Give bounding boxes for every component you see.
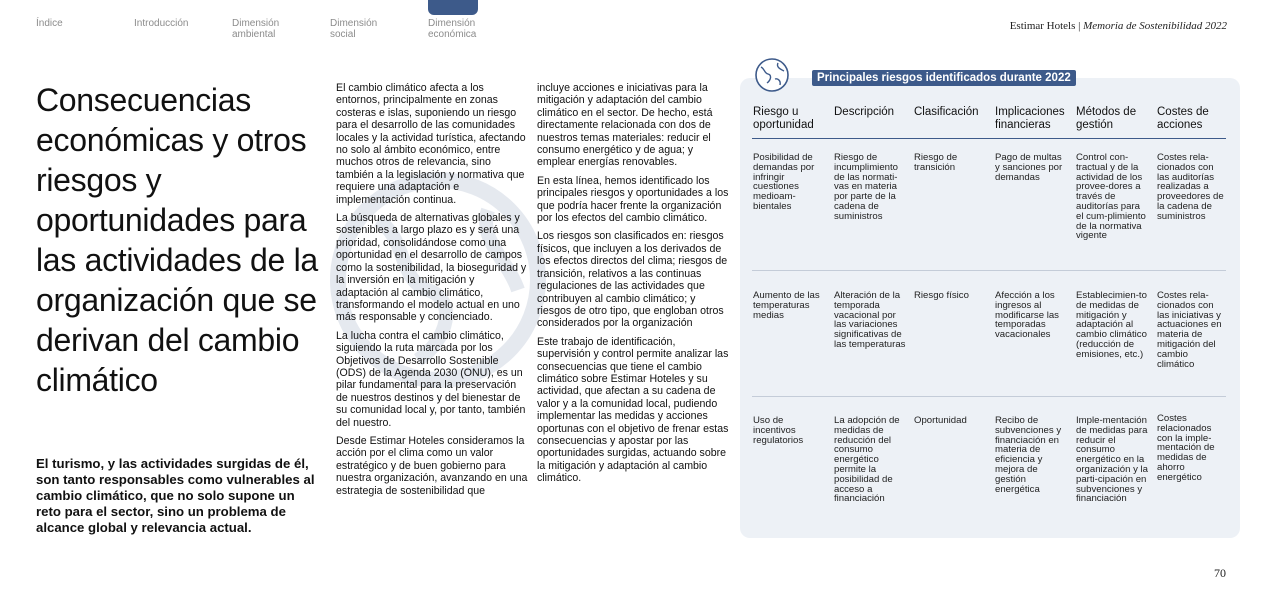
paragraph: El cambio climático afecta a los entornos, principalmente en zonas costeras e islas, suponiendo un riesgo para el desarrollo de las comunidades locales y la actividad turística, afectando no solo al ámbito económico, entre muchos otros de relevancia, sino también a la legislación y normativa que requiere una adaptación e implementación continua. [336, 82, 526, 206]
paragraph: La lucha contra el cambio climático, siguiendo la ruta marcada por los Objetivos de Desarrollo Sostenible (ODS) de la Agenda 2030 (ONU), es un pilar fundamental para la preservación de nuestros destinos y del bienestar de su comunidad local y, por tanto, también del nuestro. [336, 329, 526, 429]
table-row-divider [752, 270, 1226, 271]
report-header [1010, 20, 1227, 32]
table-cell: Oportunidad [914, 415, 967, 426]
table-cell: Establecimien-to de medidas de mitigación y adaptación al cambio climático (reducción de emisiones, etc.) [1076, 290, 1147, 360]
table-cell: Recibo de subvenciones y financiación en materia de eficiencia y mejora de gestión energética [995, 415, 1062, 495]
table-title-badge: Principales riesgos identificados durante 2022 [812, 70, 1076, 86]
table-cell: Imple-mentación de medidas para reducir el consumo energético en la organización y la parti-cipación en subvenciones y financiación [1076, 415, 1148, 505]
table-cell: Control con-tractual y de la actividad de los provee-dores a través de auditorías para el cum-plimiento de la normativa vigente [1076, 152, 1146, 242]
report-name: Memoria de Sostenibilidad 2022 [1083, 20, 1227, 32]
column-header-action-costs: Costes de acciones [1157, 106, 1209, 131]
table-row-divider [752, 396, 1226, 397]
table-cell: La adopción de medidas de reducción del consumo energético permite la posibilidad de acceso a financiación [834, 415, 900, 505]
nav-item-introduccion[interactable]: Introducción [134, 18, 189, 29]
table-cell: Afección a los ingresos al modificarse las temporadas vacacionales [995, 290, 1059, 341]
text-column-1 [336, 82, 528, 503]
nav-item-dimension-ambiental[interactable]: Dimensión ambiental [232, 18, 280, 40]
table-cell: Riesgo de transición [914, 152, 958, 173]
nav-item-indice[interactable]: Índice [36, 18, 63, 29]
table-cell: Costes rela-cionados con las iniciativas y actuaciones en materia de mitigación del cambio climático [1157, 290, 1222, 370]
table-cell: Costes relacionados con la imple-mentación de medidas de ahorro energético [1157, 413, 1215, 483]
nav-item-dimension-social[interactable]: Dimensión social [330, 18, 378, 40]
page-number: 70 [1214, 566, 1226, 580]
table-cell: Alteración de la temporada vacacional por las variaciones significativas de las temperaturas [834, 290, 906, 350]
paragraph: La búsqueda de alternativas globales y sostenibles a largo plazo es y será una prioridad, consolidándose como una oportunidad en el desarrollo de campos como la sostenibilidad, la bioseguridad y la inversión en la mitigación y adaptación al cambio climático, transformando el modelo actual en uno más responsable y concienciado. [336, 212, 527, 324]
table-cell: Costes rela-cionados con las auditorías realizadas a proveedores de la cadena de suministros [1157, 152, 1224, 222]
text-column-2 [537, 82, 729, 491]
table-cell: Riesgo de incumplimiento de las normati-vas en materia por parte de la cadena de suministros [834, 152, 898, 222]
intro-paragraph: El turismo, y las actividades surgidas de él, son tanto responsables como vulnerables al cambio climático, que no solo supone un reto para el sector, sino un problema de alcance global y relevancia actual. [36, 456, 315, 535]
table-cell: Pago de multas y sanciones por demandas [995, 152, 1063, 183]
column-header-financial-implications: Implicaciones financieras [995, 106, 1065, 131]
table-cell: Riesgo físico [914, 290, 969, 301]
paragraph: incluye acciones e iniciativas para la mitigación y adaptación del cambio climático en el sector. De hecho, está directamente relacionada con dos de nuestros temas materiales: reducir el consumo energético y de agua; y emplear energías renovables. [537, 82, 713, 169]
active-tab-indicator [428, 0, 478, 15]
column-header-management-methods: Métodos de gestión [1076, 106, 1137, 131]
column-header-risk: Riesgo u oportunidad [753, 106, 814, 131]
table-cell: Uso de incentivos regulatorios [753, 415, 804, 446]
table-cell: Aumento de las temperaturas medias [753, 290, 820, 321]
paragraph: En esta línea, hemos identificado los principales riesgos y oportunidades a los que podría hacer frente la organización por los efectos del cambio climático. [537, 174, 729, 225]
paragraph: Este trabajo de identificación, supervisión y control permite analizar las consecuencias que tiene el cambio climático sobre Estimar Hoteles y su actividad, que afectan a su cadena de valor y a la comunidad local, pudiendo implementar las medidas y acciones oportunas con el objetivo de frenar estas consecuencias y apostar por las oportunidades surgidas, actuando sobre la mitigación y adaptación al cambio climático. [537, 335, 729, 485]
paragraph: Desde Estimar Hoteles consideramos la acción por el clima como un valor estratégico y de buen gobierno para nuestra organización, avanzando en una estrategia de sostenibilidad que [336, 434, 528, 497]
column-header-classification: Clasificación [914, 106, 979, 118]
table-cell: Posibilidad de demandas por infringir cuestiones medioam-bientales [753, 152, 815, 212]
page-title: Consecuencias económicas y otros riesgos y oportunidades para las actividades de la organización que se derivan del cambio climático [36, 82, 318, 398]
nav-item-dimension-economica[interactable]: Dimensión económica [428, 18, 477, 40]
brand-name: Estimar Hotels | [1009, 20, 1081, 32]
paragraph: Los riesgos son clasificados en: riesgos físicos, que incluyen a los derivados de los efectos directos del clima; riesgos de transición, relativos a las continuas regulaciones de las actividades que contribuyen al cambio climático; y riesgos de otro tipo, que engloban otros considerados por la organización [537, 230, 728, 330]
table-header-divider [752, 138, 1226, 139]
globe-icon [754, 57, 790, 93]
column-header-description: Descripción [834, 106, 895, 118]
